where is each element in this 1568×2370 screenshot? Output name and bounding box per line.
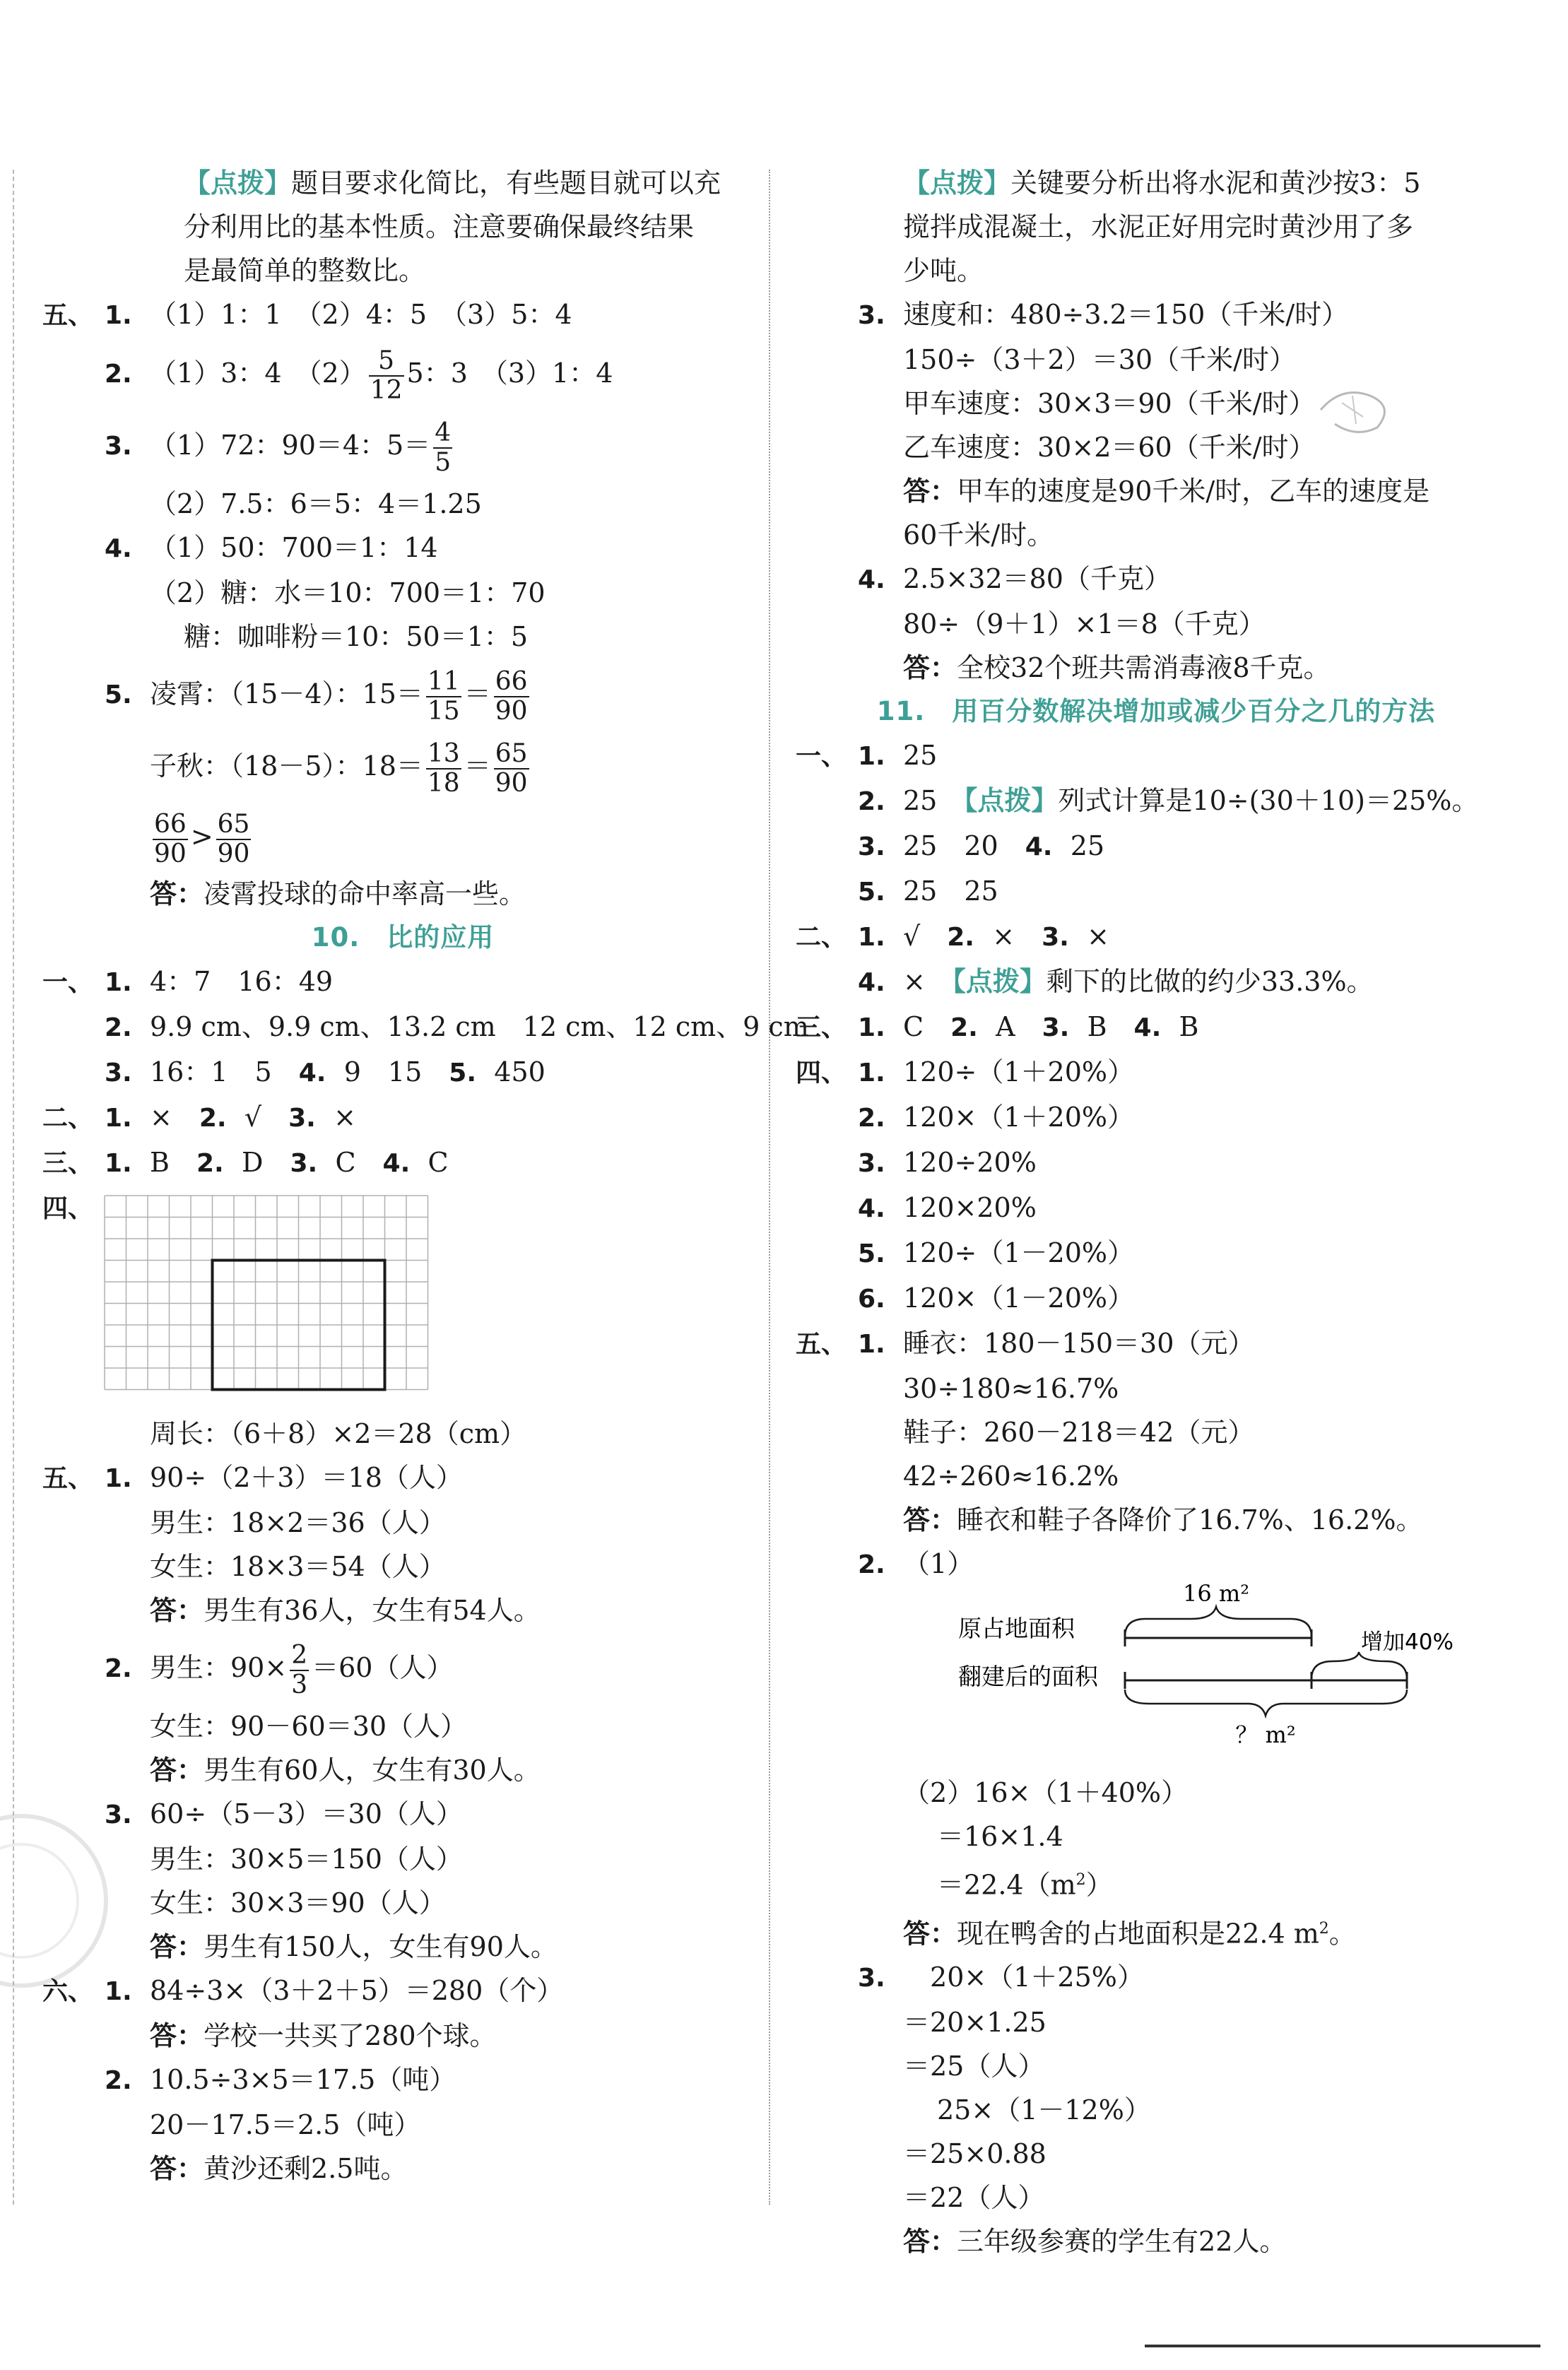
answer-text: × — [992, 921, 1015, 952]
tip-text: 列式计算是10÷(30＋10)＝25%。 — [1058, 785, 1479, 816]
tip-tag: 【点拨】 — [184, 167, 292, 199]
answer-text: 30÷180≈16.7% — [903, 1373, 1119, 1404]
question-number: 2. — [950, 1013, 978, 1042]
denominator: 12 — [370, 375, 403, 405]
numerator: 4 — [435, 418, 452, 447]
answer-text: 25 25 — [903, 876, 998, 907]
question-number: 3. — [105, 432, 132, 461]
answer-row — [42, 659, 763, 731]
question-number: 5. — [449, 1059, 477, 1087]
answer-label: 答： — [150, 1595, 204, 1626]
equals-sign: ＝ — [464, 678, 491, 709]
bottom-brace — [1125, 1690, 1407, 1716]
answer-text: 25 — [903, 740, 938, 771]
answer-text: 男生有60人，女生有30人。 — [204, 1755, 541, 1786]
answer-row — [42, 2014, 763, 2058]
answer-row — [42, 1588, 763, 1632]
section-label: 五、 — [42, 301, 94, 330]
increase-label: 增加40% — [1361, 1629, 1454, 1655]
answer-text: 120÷（1－20%） — [903, 1237, 1135, 1268]
numerator: 65 — [217, 809, 250, 839]
answer-row — [796, 1321, 1516, 1367]
question-number: 2. — [105, 1654, 132, 1683]
answer-text: × — [903, 966, 926, 997]
tip-line-2: 分利用比的基本性质。注意要确保最终结果 — [184, 211, 695, 242]
answer-row — [42, 1095, 763, 1140]
answer-text: 凌霄：（15－4）：15＝ — [150, 678, 423, 709]
question-number: 2. — [199, 1104, 227, 1133]
tip-line-2: 搅拌成混凝土，水泥正好用完时黄沙用了多 — [903, 211, 1414, 242]
answer-text: 子秋：（18－5）：18＝ — [150, 750, 423, 782]
answer-row — [42, 960, 763, 1005]
answer-row — [796, 469, 1516, 513]
question-number: 4. — [1025, 832, 1053, 861]
answer-text: 20－17.5＝2.5（吨） — [150, 2109, 421, 2140]
top-brace — [1125, 1607, 1311, 1637]
answer-row — [796, 1907, 1516, 1956]
denominator: 90 — [495, 696, 528, 726]
answer-row — [796, 1231, 1516, 1276]
question-number: 2. — [858, 787, 885, 816]
answer-text: 9.9 cm、9.9 cm、13.2 cm 12 cm、12 cm、9 cm — [150, 1011, 809, 1042]
question-number: 2. — [858, 1550, 885, 1579]
answer-row — [42, 801, 763, 872]
question-number: 1. — [105, 968, 132, 997]
tip-line-1 — [796, 161, 1516, 205]
answer-text: 150÷（3＋2）＝30（千米/时） — [903, 344, 1296, 375]
question-number: 1. — [858, 1330, 885, 1359]
answer-text: ＝22.4（m — [937, 1869, 1076, 1901]
section-label: 四、 — [796, 1059, 847, 1087]
question-number: 1. — [105, 301, 132, 330]
answer-row — [796, 2219, 1516, 2263]
answer-text: 25×（1－12%） — [937, 2094, 1151, 2126]
footer-rule — [1145, 2345, 1540, 2347]
answer-row — [796, 293, 1516, 338]
fraction — [433, 419, 452, 477]
answer-row — [42, 1969, 763, 2014]
answer-row — [42, 731, 763, 801]
section-label: 五、 — [42, 1464, 94, 1493]
answer-text: （1） — [903, 1548, 974, 1579]
tip-text: 剩下的比做的约少33.3%。 — [1046, 966, 1374, 997]
answer-text: 9 15 — [343, 1056, 423, 1087]
question-number: 5. — [858, 878, 885, 907]
answer-text: 乙车速度：30×2＝60（千米/时） — [903, 432, 1316, 463]
answer-text: 60÷（5－3）＝30（人） — [150, 1798, 463, 1829]
answer-text: ＝20×1.25 — [903, 2007, 1047, 2039]
answer-row — [42, 1005, 809, 1050]
numerator: 66 — [154, 809, 187, 839]
answer-text: （1）72：90＝4：5＝ — [150, 430, 431, 461]
answer-text: D — [241, 1147, 264, 1178]
answer-text: ＝16×1.4 — [937, 1821, 1063, 1852]
bottom-area-label: ？ m² — [1235, 1721, 1296, 1748]
answer-text: 学校一共买了280个球。 — [204, 2020, 497, 2051]
answer-row — [42, 2147, 763, 2191]
answer-text: （2）16×（1＋40%） — [903, 1777, 1189, 1808]
answer-text: 90÷（2＋3）＝18（人） — [150, 1462, 463, 1493]
answer-text: 120×（1－20%） — [903, 1283, 1135, 1314]
fraction — [290, 1641, 309, 1699]
tip-line-3: 少吨。 — [903, 255, 984, 286]
answer-text: 120×（1＋20%） — [903, 1102, 1135, 1133]
answer-label: 答： — [150, 2020, 204, 2051]
answer-text: 黄沙还剩2.5吨。 — [204, 2153, 408, 2184]
section-label: 六、 — [42, 1977, 94, 2006]
question-number: 1. — [105, 1464, 132, 1493]
answer-text: 女生：18×3＝54（人） — [150, 1551, 446, 1582]
answer-text: 20×（1＋25%） — [930, 1962, 1144, 1993]
answer-text: C — [335, 1147, 356, 1178]
answer-text: 42÷260≈16.2% — [903, 1461, 1119, 1492]
answer-row — [796, 1140, 1516, 1186]
question-number: 4. — [858, 1194, 885, 1223]
answer-text: （1）3：4 （2） — [150, 358, 366, 389]
answer-row — [42, 1748, 763, 1792]
question-number: 4. — [298, 1059, 326, 1087]
question-number: 1. — [105, 1977, 132, 2006]
answer-text: A — [996, 1011, 1015, 1042]
answer-text: （2）糖：水＝10：700＝1：70 — [150, 577, 546, 608]
question-number: 6. — [858, 1285, 885, 1314]
answer-row — [42, 1925, 763, 1969]
equals-sign: ＝ — [464, 750, 491, 782]
column-divider — [769, 170, 770, 2205]
answer-row — [796, 1050, 1516, 1095]
answer-text: 4：7 16：49 — [150, 966, 334, 997]
answer-row — [796, 1005, 1516, 1050]
answer-text: （1）50：700＝1：14 — [150, 532, 438, 563]
answer-label: 答： — [903, 2226, 957, 2258]
section-label: 一、 — [42, 968, 94, 997]
right-column — [796, 161, 1516, 2263]
question-number: 5. — [105, 680, 132, 709]
answer-label: 答： — [150, 1931, 204, 1962]
answer-row — [796, 914, 1516, 960]
answer-text: 睡衣和鞋子各降价了16.7%、16.2%。 — [957, 1504, 1423, 1535]
answer-text: 三年级参赛的学生有22人。 — [957, 2226, 1287, 2258]
answer-label: 答： — [903, 1918, 957, 1950]
answer-label: 答： — [150, 2153, 204, 2184]
answer-row — [796, 733, 1516, 779]
numerator: 65 — [495, 738, 528, 768]
answer-text: （1）1：1 （2）4：5 （3）5：4 — [150, 299, 572, 330]
answer-text: 甲车速度：30×3＝90（千米/时） — [903, 388, 1316, 419]
question-number: 2. — [105, 2066, 132, 2095]
section-label: 三、 — [42, 1149, 94, 1178]
numerator: 2 — [291, 1640, 308, 1670]
answer-row — [42, 1050, 763, 1095]
answer-text: 120÷20% — [903, 1147, 1037, 1178]
fraction — [369, 347, 404, 405]
answer-row — [796, 824, 1516, 869]
numerator: 11 — [427, 666, 460, 696]
fraction — [216, 810, 252, 868]
tip-tag: 【点拨】 — [952, 965, 1047, 997]
answer-text: 全校32个班共需消毒液8千克。 — [957, 652, 1331, 683]
fraction — [494, 740, 529, 798]
tip-line-3: 是最简单的整数比。 — [184, 255, 426, 286]
answer-row — [796, 960, 1516, 1005]
lesson-title: 10. 比的应用 — [311, 922, 495, 953]
answer-text: 凌霄投球的命中率高一些。 — [204, 878, 526, 909]
answer-row — [42, 1140, 763, 1186]
question-number: 3. — [858, 301, 885, 330]
answer-row — [42, 2058, 763, 2103]
answer-text: B — [1087, 1011, 1107, 1042]
tip-text: 关键要分析出将水泥和黄沙按3：5 — [1010, 167, 1421, 199]
line-segment-diagram — [796, 1580, 1516, 1771]
denominator: 3 — [291, 1670, 308, 1699]
grid-figure — [42, 1186, 763, 1412]
question-number: 3. — [858, 832, 885, 861]
answer-text: B — [1179, 1011, 1199, 1042]
question-number: 3. — [858, 1149, 885, 1178]
answer-text: 120×20% — [903, 1192, 1037, 1223]
answer-text: ＝25×0.88 — [903, 2138, 1047, 2170]
question-number: 2. — [196, 1149, 224, 1178]
answer-text: 25 — [903, 785, 938, 816]
answer-label: 答： — [903, 652, 957, 683]
fraction — [426, 668, 461, 726]
question-number: 4. — [1133, 1013, 1162, 1042]
answer-text: 现在鸭舍的占地面积是22.4 m — [957, 1918, 1319, 1950]
left-column — [42, 161, 809, 2191]
tip-line-1 — [42, 161, 763, 205]
answer-text: × — [1087, 921, 1109, 952]
numerator: 13 — [427, 738, 460, 768]
original-area-label: 原占地面积 — [958, 1615, 1075, 1642]
answer-text: √ — [244, 1102, 262, 1133]
answer-text: 男生：30×5＝150（人） — [150, 1844, 463, 1875]
question-number: 3. — [105, 1800, 132, 1829]
question-number: 3. — [288, 1104, 316, 1133]
answer-text: 2.5×32＝80（千克） — [903, 563, 1171, 594]
question-number: 1. — [858, 923, 885, 952]
answer-row — [42, 1456, 763, 1501]
answer-label: 答： — [903, 1504, 957, 1535]
answer-row — [796, 779, 1516, 824]
answer-row — [796, 646, 1516, 690]
answer-text: 糖：咖啡粉＝10：50＝1：5 — [184, 621, 529, 652]
question-number: 3. — [290, 1149, 318, 1178]
question-number: 3. — [858, 1964, 885, 1993]
section-label: 四、 — [42, 1194, 94, 1223]
answer-label: 答： — [903, 476, 957, 507]
answer-text: B — [150, 1147, 170, 1178]
greater-than-sign: > — [190, 821, 213, 852]
answer-text: 25 — [1070, 830, 1105, 861]
denominator: 5 — [435, 447, 452, 477]
question-number: 4. — [382, 1149, 411, 1178]
answer-text: × — [150, 1102, 172, 1133]
tip-tag: 【点拨】 — [903, 167, 1011, 199]
question-number: 5. — [858, 1239, 885, 1268]
denominator: 15 — [427, 696, 460, 726]
answer-label: 答： — [150, 1755, 204, 1786]
answer-row — [42, 526, 763, 571]
answer-text: 女生：90－60＝30（人） — [150, 1711, 468, 1742]
denominator: 18 — [427, 768, 460, 798]
answer-row — [42, 1792, 763, 1837]
numerator: 66 — [495, 666, 528, 696]
answer-text: ＝60（人） — [312, 1652, 454, 1683]
answer-row — [796, 557, 1516, 602]
increase-brace — [1311, 1652, 1407, 1679]
answer-row — [42, 872, 763, 916]
question-number: 1. — [858, 1059, 885, 1087]
question-number: 3. — [1042, 1013, 1070, 1042]
answer-text: 10.5÷3×5＝17.5（吨） — [150, 2064, 456, 2095]
question-number: 3. — [1042, 923, 1069, 952]
answer-label: 答： — [150, 878, 204, 909]
question-number: 4. — [858, 565, 885, 594]
fraction — [494, 668, 529, 726]
answer-text: 450 — [494, 1056, 546, 1087]
denominator: 90 — [217, 839, 250, 868]
answer-text: 。 — [1328, 1918, 1356, 1950]
answer-text: ） — [1085, 1869, 1113, 1901]
top-area-label: 16 m² — [1182, 1580, 1250, 1607]
section-label: 三、 — [796, 1013, 847, 1042]
question-number: 3. — [105, 1059, 132, 1087]
new-area-label: 翻建后的面积 — [958, 1663, 1098, 1690]
answer-row — [42, 293, 763, 338]
answer-text: × — [334, 1102, 356, 1133]
answer-row — [42, 338, 763, 410]
section-label: 一、 — [796, 742, 847, 771]
diagram-svg — [796, 1573, 1502, 1750]
question-number: 1. — [105, 1149, 132, 1178]
answer-text: ＝25（人） — [903, 2051, 1045, 2082]
question-number: 2. — [105, 1013, 132, 1042]
superscript: 2 — [1319, 1919, 1329, 1938]
answer-text: （2）7.5：6＝5：4＝1.25 — [150, 488, 482, 519]
answer-row — [796, 1276, 1516, 1321]
question-number: 1. — [858, 742, 885, 771]
answer-text: 25 20 — [903, 830, 998, 861]
answer-text: 男生：90× — [150, 1652, 288, 1683]
lesson-title: 11. 用百分数解决增加或减少百分之几的方法 — [876, 696, 1436, 726]
answer-row — [796, 869, 1516, 914]
question-number: 2. — [947, 923, 974, 952]
answer-text: 60千米/时。 — [903, 519, 1054, 550]
answer-text: 甲车的速度是90千米/时，乙车的速度是 — [957, 476, 1430, 507]
tip-tag: 【点拨】 — [964, 784, 1059, 816]
answer-text: 男生：18×2＝36（人） — [150, 1507, 446, 1538]
answer-text: 5：3 （3）1：4 — [406, 358, 613, 389]
section-label: 五、 — [796, 1330, 847, 1359]
square-grid — [102, 1193, 497, 1405]
question-number: 4. — [858, 968, 885, 997]
section-label: 二、 — [42, 1104, 94, 1133]
tip-text: 题目要求化简比，有些题目就可以充 — [291, 167, 721, 199]
answer-text: 84÷3×（3＋2＋5）＝280（个） — [150, 1975, 564, 2006]
answer-row — [796, 1858, 1516, 1907]
answer-text: C — [428, 1147, 449, 1178]
answer-text: 睡衣：180－150＝30（元） — [903, 1328, 1255, 1359]
numerator: 5 — [369, 347, 404, 377]
question-number: 4. — [105, 534, 132, 563]
answer-text: 速度和：480÷3.2＝150（千米/时） — [903, 299, 1349, 330]
answer-text: 80÷（9＋1）×1＝8（千克） — [903, 608, 1266, 639]
answer-text: 男生有36人，女生有54人。 — [204, 1595, 541, 1626]
superscript: 2 — [1075, 1871, 1086, 1889]
question-number: 2. — [858, 1104, 885, 1133]
answer-row — [42, 410, 763, 482]
answer-row — [42, 1632, 763, 1704]
answer-text: 120÷（1＋20%） — [903, 1056, 1135, 1087]
answer-row — [796, 1095, 1516, 1140]
question-number: 1. — [858, 1013, 885, 1042]
question-number: 1. — [105, 1104, 132, 1133]
question-number: 2. — [105, 360, 132, 389]
perimeter-answer: 周长：（6＋8）×2＝28（cm） — [150, 1418, 527, 1449]
answer-text: √ — [903, 921, 921, 952]
answer-row — [796, 1186, 1516, 1231]
answer-row — [796, 1955, 1516, 2000]
fraction — [426, 740, 461, 798]
answer-text: 女生：30×3＝90（人） — [150, 1887, 446, 1918]
answer-text: 男生有150人，女生有90人。 — [204, 1931, 558, 1962]
section-label: 二、 — [796, 923, 847, 952]
denominator: 90 — [495, 768, 528, 798]
denominator: 90 — [154, 839, 187, 868]
answer-text: 鞋子：260－218＝42（元） — [903, 1417, 1255, 1448]
answer-text: C — [903, 1011, 924, 1042]
fraction — [153, 810, 188, 868]
answer-row — [796, 1498, 1516, 1542]
answer-text: 16：1 5 — [150, 1056, 272, 1087]
answer-text: ＝22（人） — [903, 2182, 1045, 2214]
